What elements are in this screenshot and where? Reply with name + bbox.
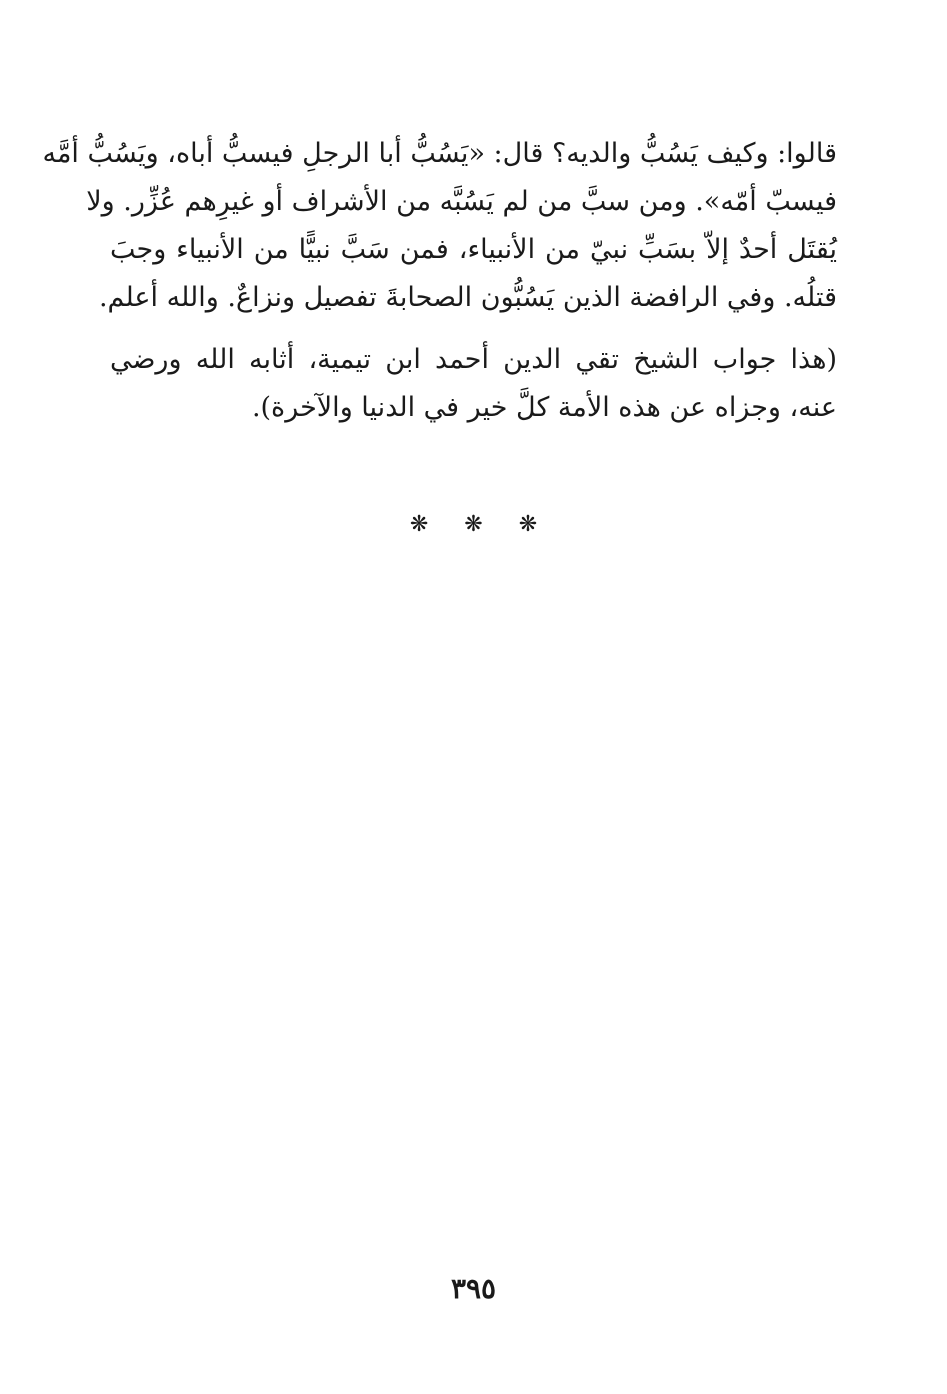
fatwa-answer-paragraph: [42, 130, 837, 322]
text-line: عنه، وجزاه عن هذه الأمة كلَّ خير في الدنيا والآخرة).: [251, 392, 837, 423]
page-number: ٣٩٥: [450, 1272, 497, 1305]
section-divider-ornament: ❋❋❋: [409, 512, 574, 537]
closing-note-paragraph: [110, 336, 837, 432]
text-line: قالوا: وكيف يَسُبُّ والديه؟ قال: «يَسُبُّ أبا الرجلِ فيسبُّ أباه، ويَسُبُّ أمَّه: [42, 138, 837, 169]
text-line: (هذا جواب الشيخ تقي الدين أحمد ابن تيمية، أثابه الله ورضي: [110, 344, 837, 375]
text-line: فيسبّ أمّه». ومن سبَّ من لم يَسُبَّه من الأشراف أو غيرِهم عُزِّر. ولا: [86, 186, 837, 217]
text-line: قتلُه. وفي الرافضة الذين يَسُبُّون الصحابةَ تفصيل ونزاعٌ. والله أعلم.: [98, 282, 837, 313]
text-line: يُقتَل أحدٌ إلاّ بسَبِّ نبيّ من الأنبياء، فمن سَبَّ نبيًّا من الأنبياء وجبَ: [110, 234, 837, 265]
